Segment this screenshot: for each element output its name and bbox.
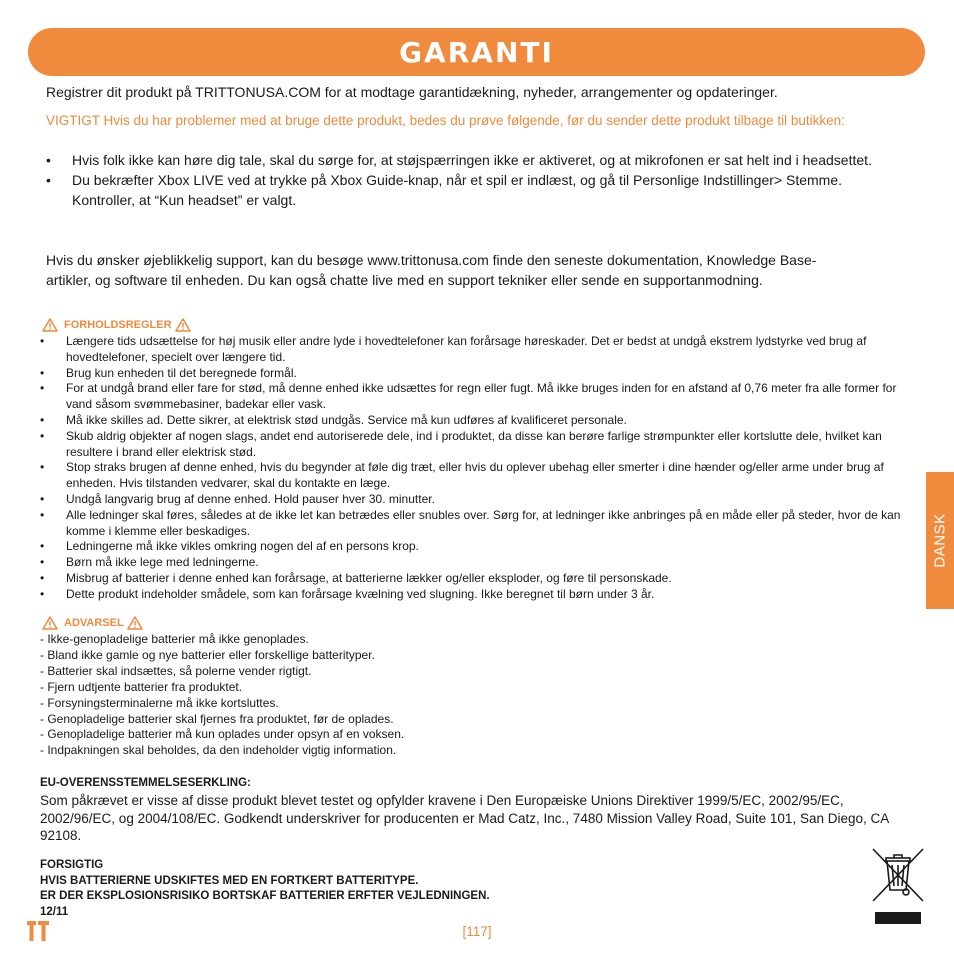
precautions-heading: [42, 318, 191, 332]
list-item: • Dette produkt indeholder smådele, som kan forårsage kvælning ved slugning. Ikke beregnet til børn under 3 år.: [40, 587, 920, 603]
list-item: • Børn må ikke lege med ledningerne.: [40, 555, 920, 571]
registration-text: Registrer dit produkt på TRITTONUSA.COM for at modtage garantidækning, nyheder, arrangementer og opdateringer.: [46, 84, 778, 100]
tritton-logo-icon: [27, 921, 49, 941]
list-item: - Forsyningsterminalerne må ikke kortsluttes.: [40, 695, 279, 710]
support-text: Hvis du ønsker øjeblikkelig support, kan du besøge www.trittonusa.com finde den seneste dokumentation, Knowledge Base-artikler, og software til enheden. Du kan også chatte live med en support tekniker eller sende en supportanmodning.: [46, 252, 817, 288]
list-item: • Længere tids udsættelse for høj musik eller andre lyde i hovedtelefoner kan forårsage høreskader. Det er bedst at undgå ekstrem lydstyrke ved brug af hovedtelefoner, specielt over længere tid.: [40, 334, 920, 366]
list-item: • Undgå langvarig brug af denne enhed. Hold pauser hver 30. minutter.: [40, 492, 920, 508]
caution-line: ER DER EKSPLOSIONSRISIKO BORTSKAF BATTERIER ERFTER VEJLEDNINGEN.: [40, 890, 490, 902]
list-item: - Indpakningen skal beholdes, da den indeholder vigtig information.: [40, 743, 397, 758]
language-tab: [926, 472, 954, 609]
list-item: • Stop straks brugen af denne enhed, hvis du begynder at føle dig træt, eller hvis du oplever ubehag eller smerter i dine hænder og/eller arme under brug af enheden. Hvis tilstanden vedvarer, skal du kontakte en læge.: [40, 460, 920, 492]
troubleshooting-list: [46, 150, 906, 210]
list-item: - Genopladelige batterier må kun oplades under opsyn af en voksen.: [40, 727, 405, 742]
eu-declaration-heading: EU-OVERENSSTEMMELSESERKLING:: [40, 777, 251, 789]
list-item: • For at undgå brand eller fare for stød, må denne enhed ikke udsættes for regn eller fugt. Må ikke bruges inden for en afstand af 0,76 meter fra alle former for vand såsom svømmebasiner, badekar eller vask.: [40, 381, 920, 413]
list-item: - Batterier skal indsættes, så polerne vender rigtigt.: [40, 663, 312, 678]
list-item: - Ikke-genopladelige batterier må ikke genoplades.: [40, 632, 309, 646]
eu-declaration-text: Som påkrævet er visse af disse produkt blevet testet og opfylder kravene i Den Europæiske Unions Direktiver 1999/5/EC, 2002/95/EC, 2002/96/EC, og 2004/108/EC. Godkendt underskriver for producenten er Mad Catz, Inc., 7480 Mission Valley Road, Suite 101, San Diego, CA 92108.: [40, 793, 889, 843]
warnings-heading: [42, 616, 143, 630]
warning-triangle-icon: [42, 616, 58, 630]
list-item: • Må ikke skilles ad. Dette sikrer, at elektrisk stød undgås. Service må kun udføres af kvalificeret personale.: [40, 413, 920, 429]
list-item: • Alle ledninger skal føres, således at de ikke let kan betrædes eller snubles over. Sørg for, at ledninger ikke anbringes på en måde eller på steder, hvor de kan komme i klemme eller beskadiges.: [40, 508, 920, 540]
precautions-heading-label: FORHOLDSREGLER: [64, 319, 172, 331]
warning-triangle-icon: [127, 616, 143, 630]
precautions-list: [40, 334, 920, 603]
warnings-list: [40, 632, 840, 759]
crossed-out-wheelie-bin-icon: [870, 846, 926, 926]
warnings-heading-label: ADVARSEL: [64, 617, 124, 629]
list-item: - Fjern udtjente batterier fra produktet.: [40, 679, 243, 694]
list-item: • Skub aldrig objekter af nogen slags, andet end autoriserede dele, ind i produktet, da disse kan berøre farlige strømpunkter eller kortslutte dele, hvilket kan resultere i brand eller elektrisk stød.: [40, 429, 920, 461]
list-item: • Misbrug af batterier i denne enhed kan forårsage, at batterierne lækker og/eller eksploder, og føre til personskade.: [40, 571, 920, 587]
page-number: [117]: [462, 924, 492, 939]
important-notice: VIGTIGT Hvis du har problemer med at bruge dette produkt, bedes du prøve følgende, før du sender dette produkt tilbage til butikken:: [46, 113, 845, 128]
list-item: • Ledningerne må ikke vikles omkring nogen del af en persons krop.: [40, 539, 920, 555]
document-date: 12/11: [40, 905, 69, 918]
page-title: GARANTI: [399, 35, 554, 69]
caution-line: HVIS BATTERIERNE UDSKIFTES MED EN FORTKERT BATTERITYPE.: [40, 874, 419, 887]
list-item: - Bland ikke gamle og nye batterier eller forskellige batterityper.: [40, 647, 375, 662]
title-banner: [28, 28, 925, 76]
warning-triangle-icon: [175, 318, 191, 332]
list-item: - Genopladelige batterier skal fjernes fra produktet, før de oplades.: [40, 711, 394, 726]
list-item: • Hvis folk ikke kan høre dig tale, skal du sørge for, at støjspærringen ikke er aktiveret, og at mikrofonen er sat helt ind i headsettet.: [46, 150, 906, 170]
language-label: DANSK: [931, 513, 949, 568]
battery-caution: [40, 858, 490, 920]
caution-heading: FORSIGTIG: [40, 859, 104, 871]
warning-triangle-icon: [42, 318, 58, 332]
list-item: • Du bekræfter Xbox LIVE ved at trykke på Xbox Guide-knap, når et spil er indlæst, og gå til Personlige Indstillinger> Stemme. Kontroller, at “Kun headset” er valgt.: [46, 170, 906, 210]
list-item: • Brug kun enheden til det beregnede formål.: [40, 366, 920, 382]
